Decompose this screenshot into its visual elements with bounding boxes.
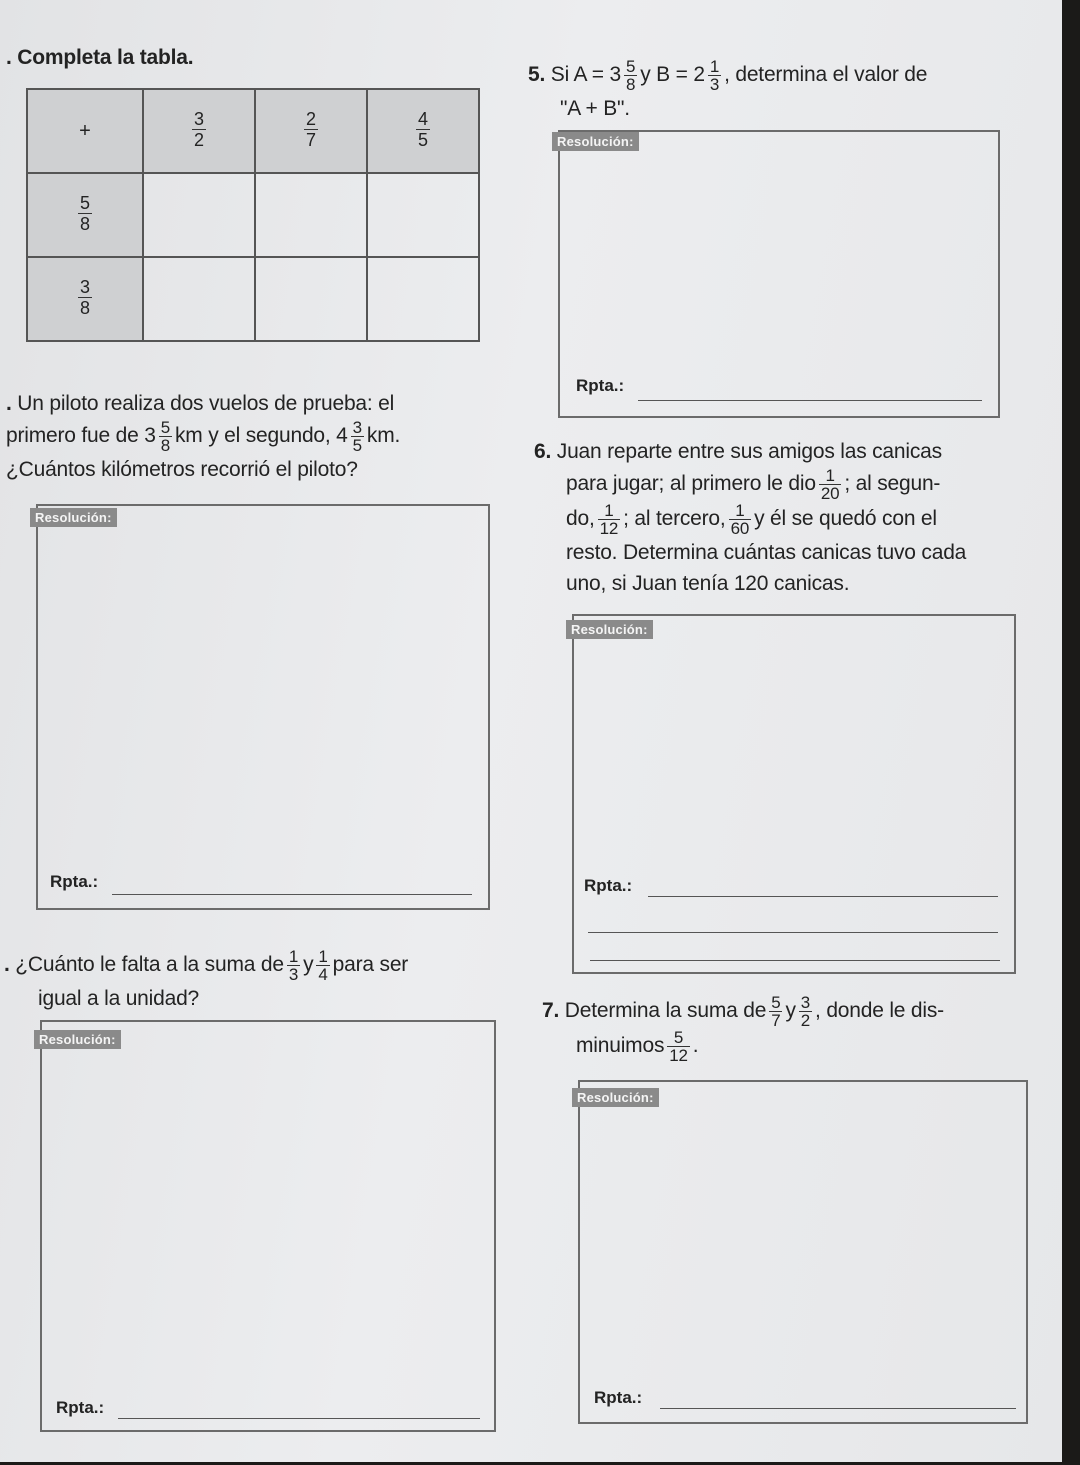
- pilot-answer-label: Rpta.:: [50, 872, 99, 891]
- table-answer-cell[interactable]: [367, 257, 479, 341]
- table-header-cell: $\frac{2}{7}$: [255, 89, 367, 173]
- q6-question: 6. Juan reparte entre sus amigos las canicas para jugar; al primero le dio $\frac{1}{20}$ ; al segun- do, $\frac{1}{12}$ ; al tercero, $\frac{1}{60}$ y él se quedó con el resto. Determina cuántas canicas tuvo cada uno, si Juan tenía 120 canicas.: [534, 440, 967, 595]
- q6-answer-line[interactable]: [648, 896, 998, 897]
- table-header-cell: $\frac{3}{2}$: [143, 89, 255, 173]
- falta-answer-label: Rpta.:: [56, 1398, 105, 1417]
- table-answer-cell[interactable]: [143, 257, 255, 341]
- table-row-header: $\frac{3}{8}$: [27, 257, 143, 341]
- pilot-resolution-box[interactable]: [36, 504, 490, 910]
- pilot-resolution-tag: Resolución:: [30, 508, 117, 527]
- q6-resolution-tag: Resolución:: [566, 620, 653, 639]
- q5-answer-line[interactable]: [638, 400, 982, 401]
- q6-answer-line-3[interactable]: [590, 960, 1000, 961]
- falta-resolution-tag: Resolución:: [34, 1030, 121, 1049]
- q6-resolution-box[interactable]: [572, 614, 1016, 974]
- q7-answer-line[interactable]: [660, 1408, 1016, 1409]
- table-question-title: . Completa la tabla.: [6, 46, 194, 69]
- falta-resolution-box[interactable]: [40, 1020, 496, 1432]
- falta-question: . ¿Cuánto le falta a la suma de $\frac{1}{3}$ y $\frac{1}{4}$ para ser igual a la unidad?: [4, 947, 409, 1010]
- pilot-answer-line[interactable]: [112, 894, 472, 895]
- q7-resolution-box[interactable]: [578, 1080, 1028, 1424]
- table-answer-cell[interactable]: [143, 173, 255, 257]
- q5-answer-label: Rpta.:: [576, 376, 625, 395]
- table-header-cell: $\frac{4}{5}$: [367, 89, 479, 173]
- q5-resolution-tag: Resolución:: [552, 132, 639, 151]
- table-answer-cell[interactable]: [255, 257, 367, 341]
- table-row-header: $\frac{5}{8}$: [27, 173, 143, 257]
- q6-answer-line-2[interactable]: [588, 932, 998, 933]
- table-answer-cell[interactable]: [255, 173, 367, 257]
- table-answer-cell[interactable]: [367, 173, 479, 257]
- table-corner-cell: +: [27, 89, 143, 173]
- q5-resolution-box[interactable]: [558, 130, 1000, 418]
- q7-question: 7. Determina la suma de $\frac{5}{7}$ y $\frac{3}{2}$ , donde le dis- minuimos $\frac{5}{12}$ .: [542, 993, 944, 1065]
- addition-table: [26, 88, 480, 342]
- falta-answer-line[interactable]: [118, 1418, 480, 1419]
- q5-question: 5. Si A = 3 $\frac{5}{8}$ y B = 2 $\frac{1}{3}$ , determina el valor de "A + B".: [528, 57, 928, 120]
- q7-resolution-tag: Resolución:: [572, 1088, 659, 1107]
- pilot-question: . Un piloto realiza dos vuelos de prueba: el primero fue de 3 $\frac{5}{8}$ km y el segundo, 4 $\frac{3}{5}$ km. ¿Cuántos kilómetros recorrió el piloto?: [6, 392, 401, 481]
- q7-answer-label: Rpta.:: [594, 1388, 643, 1407]
- q6-answer-label: Rpta.:: [584, 876, 633, 895]
